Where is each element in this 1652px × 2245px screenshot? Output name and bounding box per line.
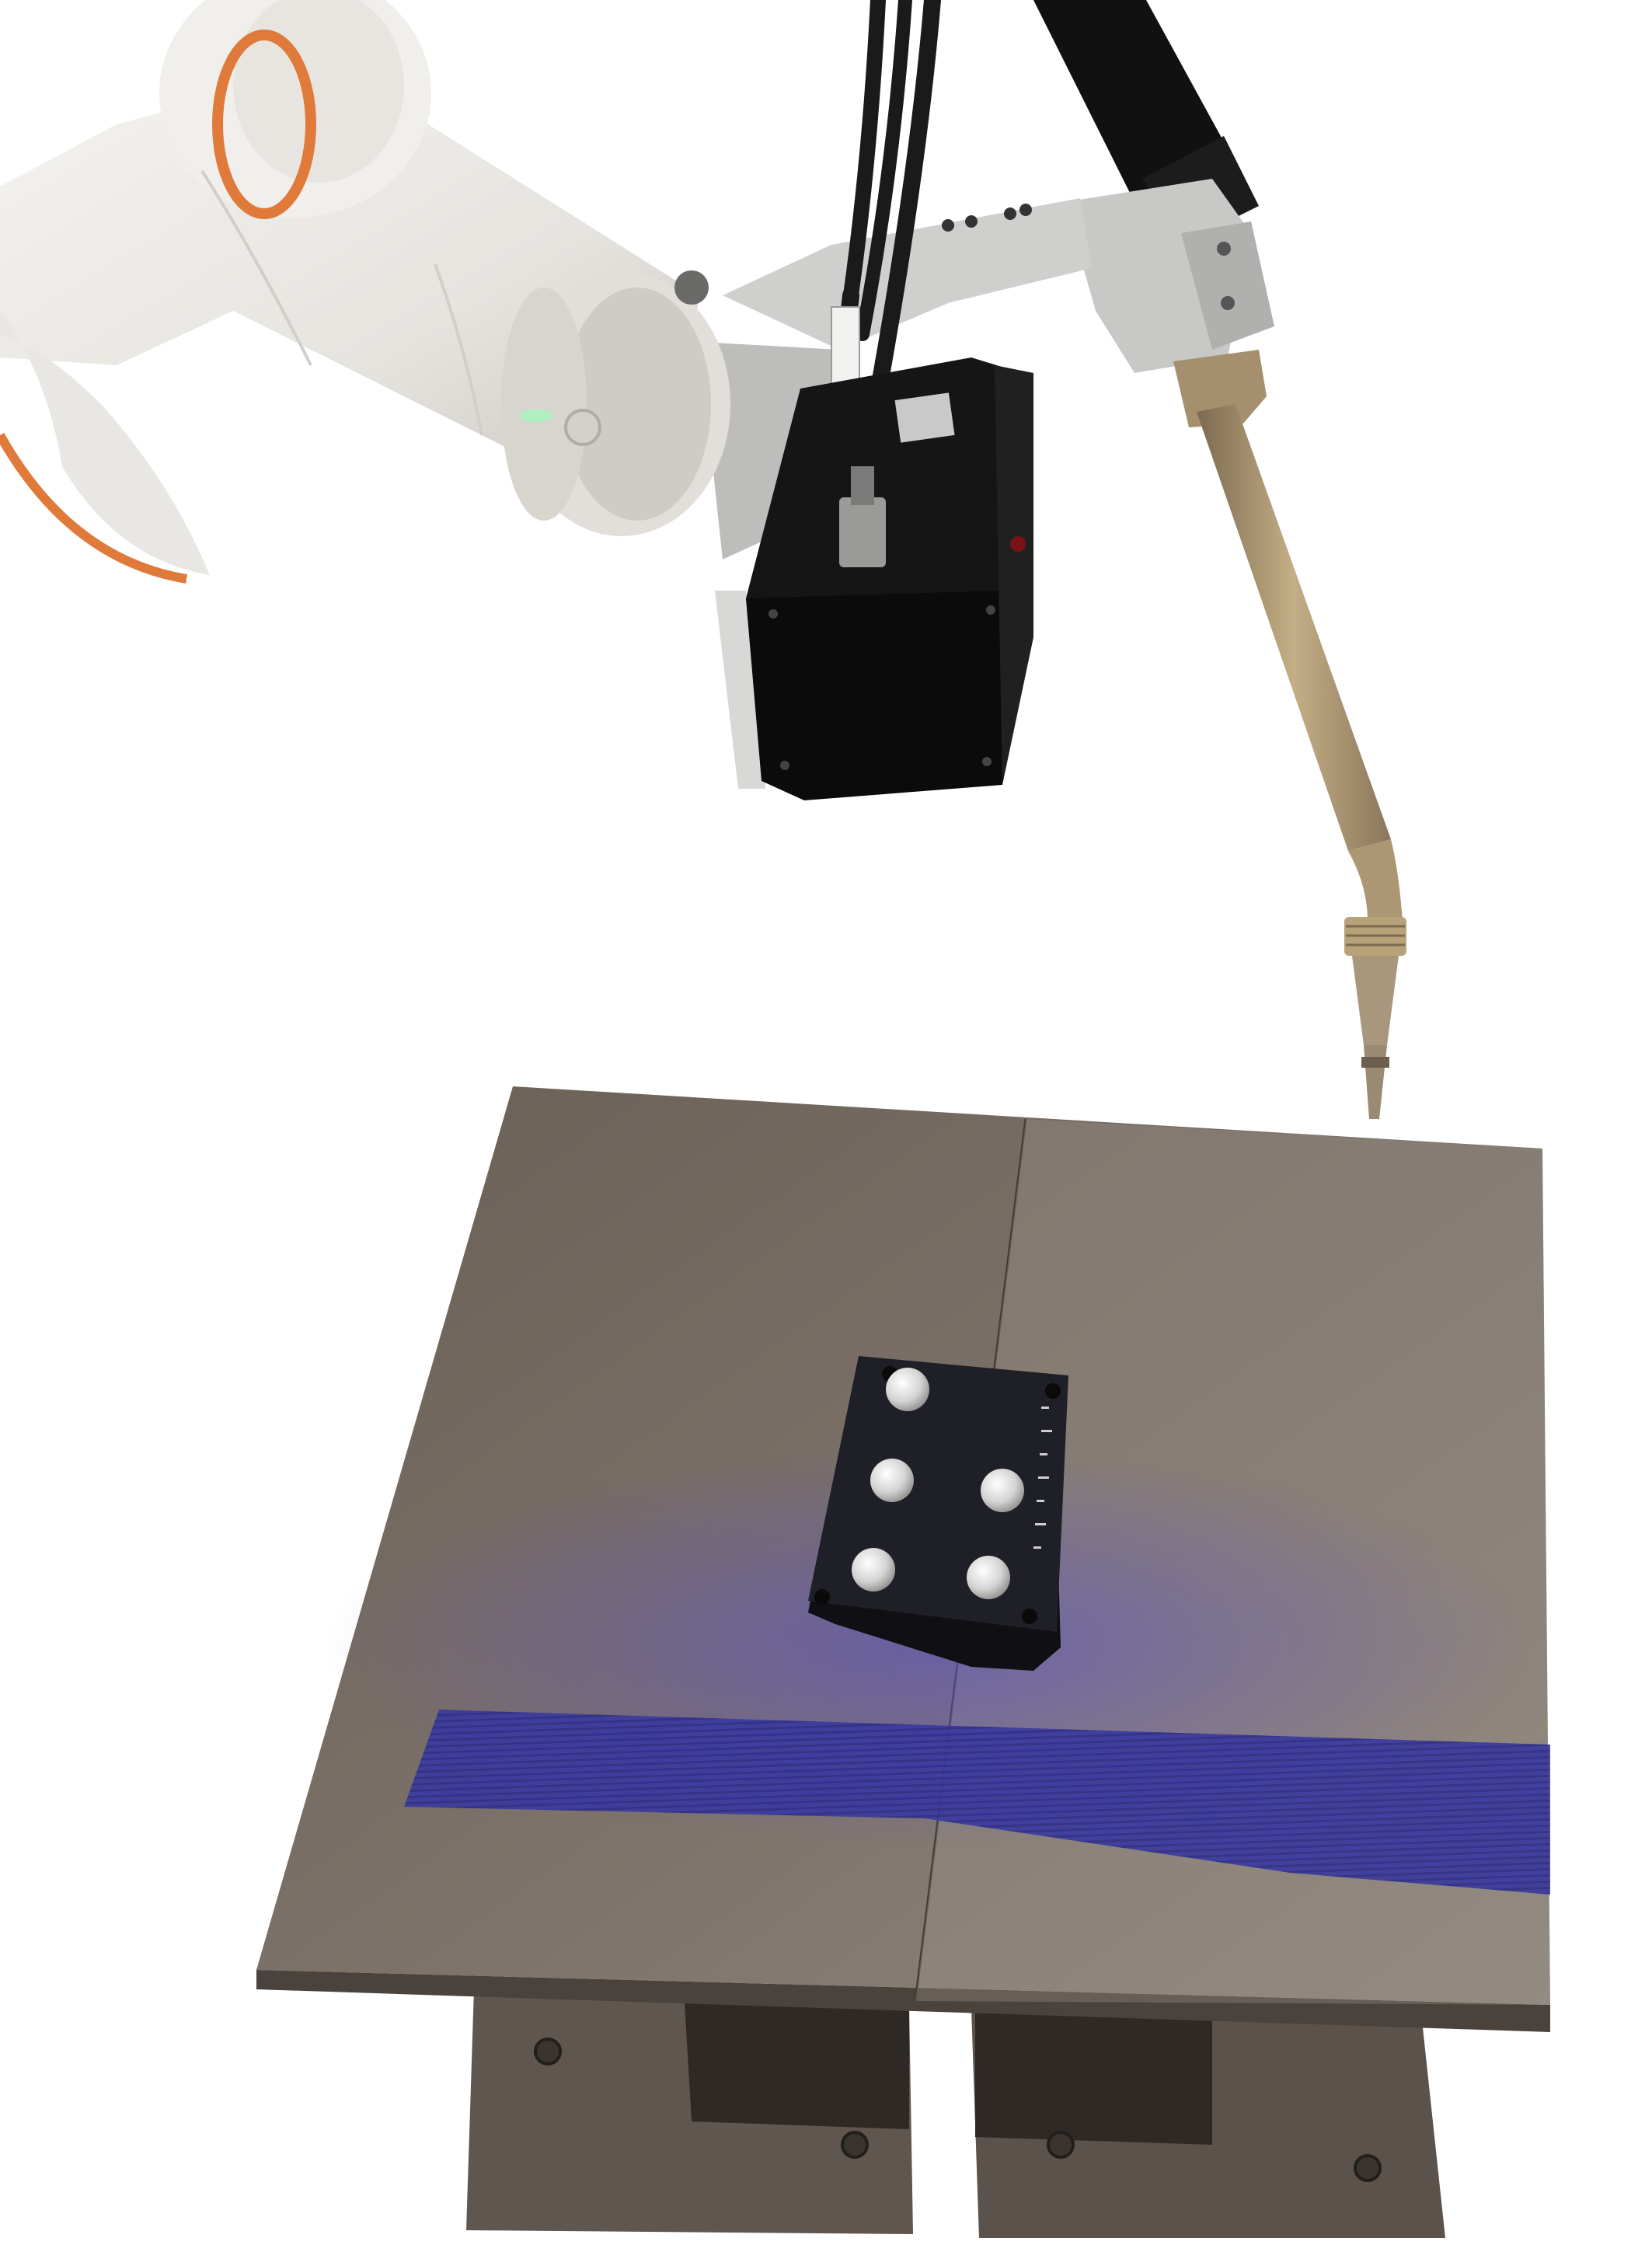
calibration-sphere <box>886 1368 929 1411</box>
calibration-sphere <box>967 1556 1010 1599</box>
welding-torch <box>1173 350 1406 1119</box>
support-legs <box>466 1989 1445 2238</box>
calibration-sphere <box>870 1459 914 1502</box>
robot-arm <box>0 0 730 579</box>
calibration-sphere <box>981 1469 1024 1512</box>
status-led <box>519 410 553 422</box>
calibration-sphere <box>852 1548 895 1591</box>
